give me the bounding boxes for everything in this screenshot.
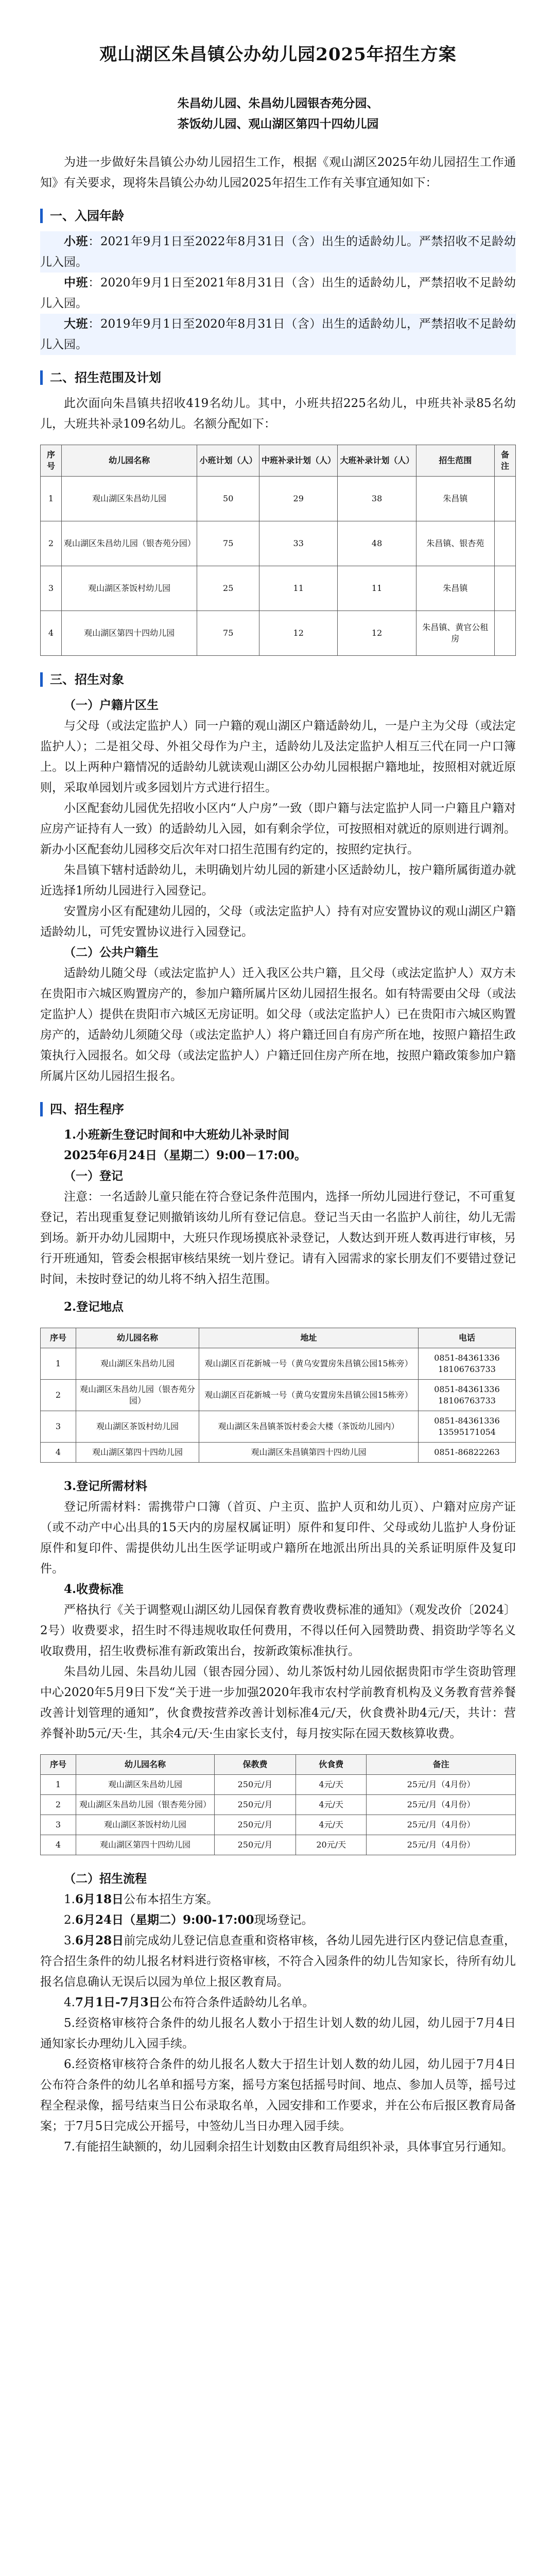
body-paragraph: 朱昌镇下辖村适龄幼儿，未明确划片幼儿园的新建小区适龄幼儿，按户籍所属街道办就近选择1所幼儿园进行入园登记。 [40,863,516,897]
step-text: 有能招生缺额的，幼儿园剩余招生计划数由区教育局组织补录，具体事宜另行通知。 [75,2140,513,2154]
fee-table [40,1754,516,1855]
subtitle-line: 茶饭幼儿园、观山湖区第四十四幼儿园 [177,117,379,131]
step-number: 4. [64,1996,75,2009]
table-row [41,521,516,566]
heading-bar [40,370,43,385]
table-cell: 朱昌镇 [416,566,494,611]
table-cell: 25元/月（4月份） [367,1835,516,1855]
table-cell: 朱昌镇 [416,477,494,521]
section-title: 一、入园年龄 [50,208,124,223]
step-date: 6月18日 [75,1892,124,1906]
subtitle-line: 朱昌幼儿园、朱昌幼儿园银杏苑分园、 [177,96,379,110]
table-cell: 11 [338,566,416,611]
column-header: 序号 [41,445,62,477]
table-cell: 4 [41,1835,76,1855]
table-cell: 1 [41,1775,76,1795]
table-cell: 观山湖区第四十四幼儿园 [76,1443,199,1463]
flow-step [40,2013,516,2054]
table-cell: 75 [197,521,259,566]
column-header: 幼儿园名称 [76,1755,215,1775]
table-cell: 1 [41,477,62,521]
age-text: ：2020年9月1日至2021年8月31日（含）出生的适龄幼儿，严禁招收不足龄幼儿入园。 [40,276,516,310]
body-paragraph: 严格执行《关于调整观山湖区幼儿园保育教育费收费标准的通知》（观发改价〔2024〕2号）收费要求，招生时不得违规收取任何费用，不得以任何入园赞助费、捐资助学等名义收取费用，招生收费标准有新政策出台，按新政策标准执行。 [40,1603,516,1658]
section-title: 二、招生范围及计划 [50,370,161,385]
flow-step [40,1910,516,1930]
flow-step [40,1889,516,1910]
table-cell: 观山湖区朱昌镇第四十四幼儿园 [199,1443,419,1463]
flow-step [40,1930,516,1992]
table-cell [495,566,516,611]
step-text: 经资格审核符合条件的幼儿报名人数小于招生计划人数的幼儿园，幼儿园于7月4日通知家长办理幼儿入园手续。 [40,2016,516,2050]
enrollment-plan-table [40,445,516,656]
table-row [41,1380,516,1411]
heading-bar [40,672,43,687]
table-cell: 观山湖区朱昌幼儿园（银杏苑分园） [61,521,197,566]
table-row [41,477,516,521]
column-header: 大班补录计划（人） [338,445,416,477]
body-paragraph: 朱昌幼儿园、朱昌幼儿园（银杏园分园）、幼儿茶饭村幼儿园依据贵阳市学生资助管理中心2020年5月9日下发“关于进一步加强2020年我市农村学前教育机构及义务教育营养餐改善计划管理的通知”，伙食费按营养改善计划标准4元/天，伙食费补助4元/天，共计：营养餐补助5元/天·生，其余4元/天·生由家长支付，每月按实际在园天数核算收费。 [40,1665,516,1740]
heading-bar [40,1102,43,1116]
heading-bar [40,209,43,223]
table-cell: 观山湖区茶饭村幼儿园 [76,1411,199,1443]
table-cell: 250元/月 [215,1795,296,1815]
table-cell: 2 [41,1380,76,1411]
section-heading-age [40,206,516,226]
subsection-title: （二）招生流程 [64,1872,147,1886]
table-row [41,611,516,656]
table-cell: 38 [338,477,416,521]
age-item-middle [40,273,516,314]
column-header: 招生范围 [416,445,494,477]
step-number: 7. [64,2140,75,2154]
table-cell: 观山湖区朱昌幼儿园 [76,1775,215,1795]
table-cell: 33 [259,521,338,566]
table-cell [495,477,516,521]
table-cell: 观山湖区茶饭村幼儿园 [76,1815,215,1835]
section-title: 四、招生程序 [50,1101,124,1116]
table-cell: 250元/月 [215,1775,296,1795]
subsection-title: 4.收费标准 [64,1582,124,1596]
table-cell: 25元/月（4月份） [367,1815,516,1835]
table-cell: 11 [259,566,338,611]
table-cell: 3 [41,1815,76,1835]
subsection-title: （一）户籍片区生 [64,698,159,712]
table-row [41,1795,516,1815]
step-text: 公布本招生方案。 [123,1893,218,1906]
column-header: 保教费 [215,1755,296,1775]
age-text: ：2021年9月1日至2022年8月31日（含）出生的适龄幼儿。严禁招收不足龄幼儿入园。 [40,235,516,269]
body-paragraph: 小区配套幼儿园优先招收小区内“人户房”一致（即户籍与法定监护人同一户籍且户籍对应房产证持有人一致）的适龄幼儿入园，如有剩余学位，可按照相对就近的原则进行调剂。新办小区配套幼儿园移交后次年对口招生范围有约定的，按照约定执行。 [40,802,516,856]
table-cell: 观山湖区百花新城一号（黄乌安置房朱昌镇公园15栋旁） [199,1380,419,1411]
table-row [41,1835,516,1855]
table-cell: 0851-84361336 18106763733 [419,1380,516,1411]
section-heading-target [40,669,516,690]
step-number: 2. [64,1913,75,1927]
flow-step [40,2137,516,2157]
registration-place-table [40,1328,516,1463]
column-header: 中班补录计划（人） [259,445,338,477]
subsection-title: 2.登记地点 [64,1300,124,1314]
step-number: 6. [64,2058,75,2071]
table-cell: 2 [41,1795,76,1815]
body-paragraph: 与父母（或法定监护人）同一户籍的观山湖区户籍适龄幼儿，一是户主为父母（或法定监护人）；二是祖父母、外祖父母作为户主，适龄幼儿及法定监护人相互三代在同一户口簿上。以上两种户籍情况的适龄幼儿就读观山湖区公办幼儿园根据户籍地址，按照相对就近原则，采取单园划片或多园划片方式进行招生。 [40,719,516,794]
table-cell: 观山湖区百花新城一号（黄乌安置房朱昌镇公园15栋旁） [199,1348,419,1380]
table-cell: 25 [197,566,259,611]
column-header: 小班计划（人） [197,445,259,477]
column-header: 备注 [367,1755,516,1775]
table-cell: 观山湖区朱昌幼儿园 [61,477,197,521]
table-cell: 观山湖区朱昌幼儿园（银杏苑分园） [76,1795,215,1815]
table-cell: 20元/天 [296,1835,367,1855]
age-label: 大班 [64,317,89,331]
table-cell: 4元/天 [296,1795,367,1815]
table-cell: 29 [259,477,338,521]
table-cell: 0851-84361336 18106763733 [419,1348,516,1380]
table-cell: 4 [41,1443,76,1463]
step-date: 6月24日（星期二）9:00-17:00 [75,1913,254,1927]
column-header: 序号 [41,1755,76,1775]
table-cell: 观山湖区朱昌幼儿园 [76,1348,199,1380]
step-number: 5. [64,2016,75,2030]
age-text: ：2019年9月1日至2020年8月31日（含）出生的适龄幼儿，严禁招收不足龄幼儿入园。 [40,317,516,351]
step-number: 3. [64,1934,75,1947]
table-cell [495,521,516,566]
step-text: 经资格审核符合条件的幼儿报名人数大于招生计划人数的幼儿园，幼儿园于7月4日公布符合条件的幼儿名单和摇号方案，摇号方案包括摇号时间、地点、参加人员等，摇号过程全程录像，摇号结束当日公布录取名单，入园安排和工作要求，并在公布后报区教育局备案；于7月5日完成公开摇号，中签幼儿当日办理入园手续。 [40,2058,516,2133]
table-cell: 观山湖区朱昌幼儿园（银杏苑分园） [76,1380,199,1411]
table-cell: 48 [338,521,416,566]
table-cell: 250元/月 [215,1835,296,1855]
body-paragraph: 注意：一名适龄儿童只能在符合登记条件范围内，选择一所幼儿园进行登记，不可重复登记，若出现重复登记则撤销该幼儿所有登记信息。登记当天由一名监护人前往，幼儿无需到场。新开办幼儿园期中，大班只作现场摸底补录登记，人数达到开班人数再进行审核，另行开班通知，管委会根据审核结果统一划片登记。请有入园需求的家长朋友们不要错过登记时间，未按时登记的幼儿将不纳入招生范围。 [40,1190,516,1286]
table-cell: 观山湖区第四十四幼儿园 [76,1835,215,1855]
step-text: 前完成幼儿登记信息查重和资格审核，各幼儿园先进行区内登记信息查重，符合招生条件的幼儿报名材料进行资格审核，不符合入园条件的幼儿告知家长，待所有幼儿报名信息确认无误后以园为单位上报区教育局。 [40,1934,516,1989]
column-header: 电话 [419,1328,516,1348]
flow-step [40,2054,516,2137]
table-cell: 3 [41,1411,76,1443]
table-cell: 2 [41,521,62,566]
table-row [41,1443,516,1463]
column-header: 幼儿园名称 [61,445,197,477]
step-date: 6月28日 [75,1934,124,1947]
table-cell: 250元/月 [215,1815,296,1835]
age-label: 小班 [64,234,89,248]
step-text: 现场登记。 [254,1913,314,1927]
section-heading-range [40,367,516,388]
column-header: 伙食费 [296,1755,367,1775]
column-header: 备注 [495,445,516,477]
table-row [41,566,516,611]
subsection-title: （二）公共户籍生 [64,945,159,959]
table-cell: 4元/天 [296,1775,367,1795]
range-paragraph: 此次面向朱昌镇共招收419名幼儿。其中，小班共招225名幼儿，中班共补录85名幼儿，大班共补录109名幼儿。名额分配如下： [40,397,516,431]
table-cell [495,611,516,656]
table-cell: 4 [41,611,62,656]
table-cell: 4元/天 [296,1815,367,1835]
column-header: 序号 [41,1328,76,1348]
step-number: 1. [64,1893,75,1906]
kindergarten-list [40,93,516,134]
table-cell: 观山湖区茶饭村幼儿园 [61,566,197,611]
section-heading-procedure [40,1099,516,1120]
table-cell: 75 [197,611,259,656]
step-text: 公布符合条件适龄幼儿名单。 [160,1996,315,2009]
body-paragraph: 登记所需材料：需携带户口簿（首页、户主页、监护人页和幼儿页）、户籍对应房产证（或不动产中心出具的15天内的房屋权属证明）原件和复印件、父母或幼儿监护人身份证原件和复印件、需提供幼儿出生医学证明或户籍所在地派出所出具的关系证明原件及复印件。 [40,1500,516,1575]
table-row [41,1348,516,1380]
table-cell: 12 [259,611,338,656]
table-cell: 朱昌镇、银杏苑 [416,521,494,566]
table-cell: 1 [41,1348,76,1380]
age-item-large [40,314,516,355]
table-cell: 25元/月（4月份） [367,1775,516,1795]
table-cell: 3 [41,566,62,611]
registration-time: 2025年6月24日（星期二）9:00－17:00。 [64,1148,307,1162]
intro-paragraph: 为进一步做好朱昌镇公办幼儿园招生工作，根据《观山湖区2025年幼儿园招生工作通知》有关要求，现将朱昌镇公办幼儿园2025年招生工作有关事宜通知如下： [40,156,516,190]
table-cell: 朱昌镇、黄官公租房 [416,611,494,656]
subsection-title: （一）登记 [64,1169,123,1183]
step-date: 7月1日-7月3日 [75,1995,161,2009]
column-header: 地址 [199,1328,419,1348]
flow-step [40,1992,516,2013]
page-title: 观山湖区朱昌镇公办幼儿园2025年招生方案 [99,44,457,65]
body-paragraph: 安置房小区有配建幼儿园的，父母（或法定监护人）持有对应安置协议的观山湖区户籍适龄幼儿，可凭安置协议进行入园登记。 [40,905,516,939]
table-row [41,1815,516,1835]
table-cell: 25元/月（4月份） [367,1795,516,1815]
table-row [41,1411,516,1443]
table-cell: 观山湖区第四十四幼儿园 [61,611,197,656]
age-label: 中班 [64,276,89,290]
body-paragraph: 适龄幼儿随父母（或法定监护人）迁入我区公共户籍，且父母（或法定监护人）双方未在贵阳市六城区购置房产的，参加户籍所属片区幼儿园招生报名。如有特需要由父母（或法定监护人）提供在贵阳市六城区无房证明。如父母（或法定监护人）已在贵阳市六城区购置房产的，适龄幼儿须随父母（或法定监护人）将户籍迁回自有房产所在地，按照户籍招生政策执行入园报名。如父母（或法定监护人）户籍迁回住房产所在地，按照户籍政策参加户籍所属片区幼儿园招生报名。 [40,967,516,1083]
table-row [41,1775,516,1795]
table-cell: 12 [338,611,416,656]
table-cell: 0851-86822263 [419,1443,516,1463]
age-item-small [40,231,516,273]
section-title: 三、招生对象 [50,672,124,687]
subsection-title: 1.小班新生登记时间和中大班幼儿补录时间 [64,1128,290,1142]
table-cell: 观山湖区朱昌镇茶饭村委会大楼（茶饭幼儿园内） [199,1411,419,1443]
column-header: 幼儿园名称 [76,1328,199,1348]
subsection-title: 3.登记所需材料 [64,1479,148,1493]
table-cell: 0851-84361336 13595171054 [419,1411,516,1443]
table-cell: 50 [197,477,259,521]
